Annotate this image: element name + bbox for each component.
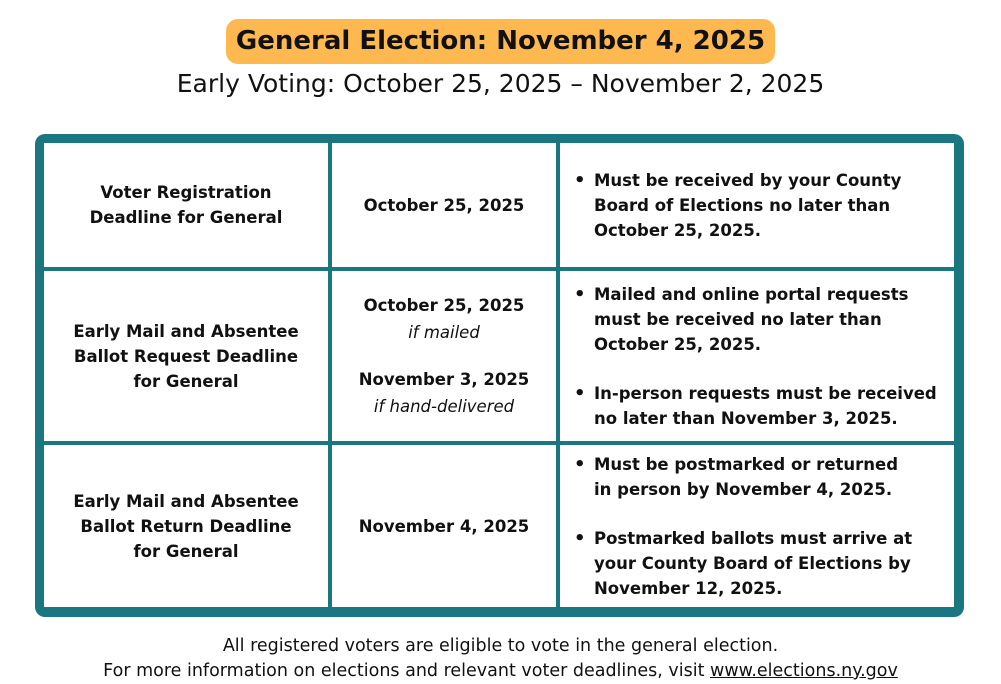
deadline-date: October 25, 2025: [363, 195, 525, 215]
deadline-label: [44, 443, 330, 607]
early-voting-subtitle: Early Voting: October 25, 2025 – November 2, 2025: [176, 69, 825, 98]
deadline-label: [44, 143, 330, 269]
footer-info-line: [0, 659, 1001, 684]
details-list: [568, 168, 946, 243]
page-title: General Election: November 4, 2025: [226, 19, 775, 64]
deadline-label-text: Early Mail and Absentee Ballot Return Deadline for General: [73, 491, 299, 561]
deadline-details: [558, 269, 954, 443]
details-list: [568, 282, 946, 431]
elections-website-link[interactable]: www.elections.ny.gov: [710, 661, 898, 681]
details-list: [568, 452, 946, 601]
title-container: [0, 19, 1001, 64]
deadline-date-note: if mailed: [408, 323, 480, 342]
deadline-dates: [330, 143, 558, 269]
deadline-details: [558, 443, 954, 607]
deadline-details: [558, 143, 954, 269]
footer-eligibility-note: All registered voters are eligible to vote in the general election.: [222, 636, 779, 656]
detail-item: • Mailed and online portal requests must be received no later than October 25, 2025.: [568, 282, 946, 357]
deadline-date-note: if hand-delivered: [373, 397, 515, 416]
table-row: [44, 269, 954, 443]
deadline-label: [44, 269, 330, 443]
detail-item: • Must be received by your County Board of Elections no later than October 25, 2025.: [568, 168, 946, 243]
deadline-date: October 25, 2025: [363, 296, 525, 315]
detail-item: • In-person requests must be received no later than November 3, 2025.: [568, 381, 946, 431]
detail-item: • Postmarked ballots must arrive at your County Board of Elections by November 12, 2025.: [568, 526, 946, 601]
table-row: [44, 443, 954, 607]
deadline-date: November 4, 2025: [358, 516, 530, 536]
deadline-label-text: Early Mail and Absentee Ballot Request Deadline for General: [73, 321, 299, 391]
table-row: [44, 143, 954, 269]
deadline-date: November 3, 2025: [358, 370, 530, 389]
deadline-dates: [330, 443, 558, 607]
deadline-dates: [330, 269, 558, 443]
footer-info-text: For more information on elections and relevant voter deadlines, visit: [103, 661, 711, 681]
deadline-label-text: Voter Registration Deadline for General: [89, 183, 283, 227]
spacer: [332, 345, 556, 367]
deadlines-table: [44, 143, 954, 607]
detail-item: • Must be postmarked or returned in person by November 4, 2025.: [568, 452, 946, 502]
deadlines-table-frame: [35, 134, 964, 617]
